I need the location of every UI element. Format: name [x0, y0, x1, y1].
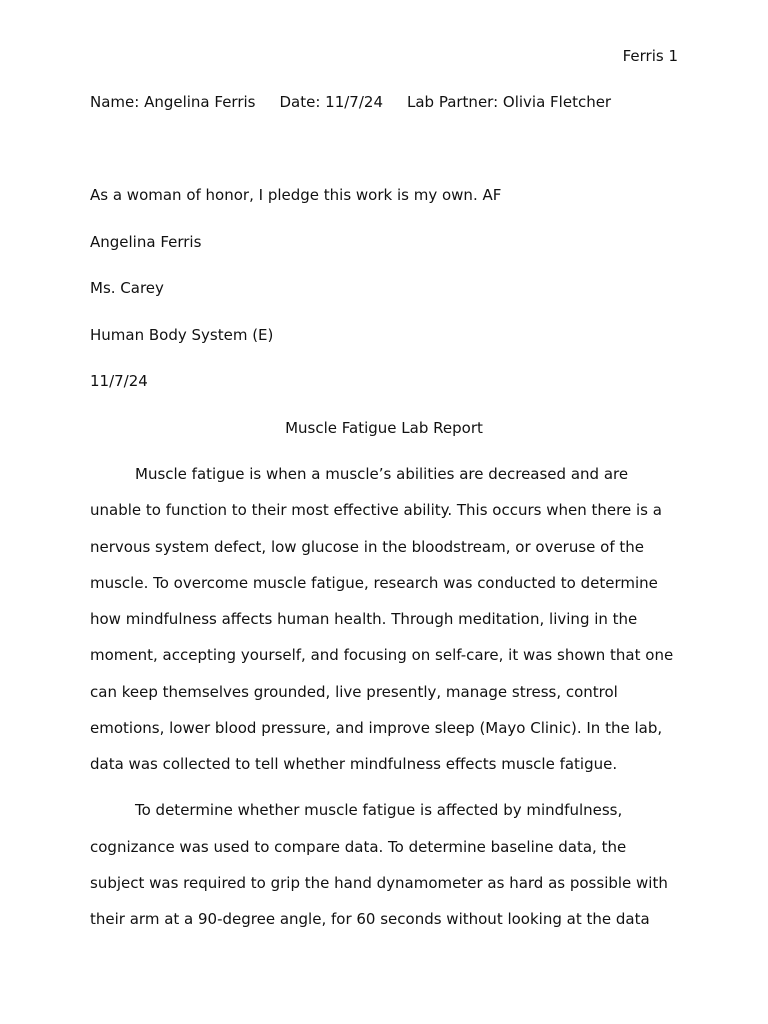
student-line: Angelina Ferris	[90, 233, 202, 251]
paragraph-line: their arm at a 90-degree angle, for 60 seconds without looking at the data	[90, 910, 650, 928]
teacher-line: Ms. Carey	[90, 279, 164, 297]
paragraph-line: how mindfulness affects human health. Through meditation, living in the	[90, 610, 638, 628]
meta-line	[90, 92, 611, 112]
paragraph-line: To determine whether muscle fatigue is affected by mindfulness,	[135, 801, 623, 819]
lab-partner: Lab Partner: Olivia Fletcher	[406, 93, 612, 111]
paragraph-line: nervous system defect, low glucose in the bloodstream, or overuse of the	[90, 538, 644, 556]
paragraph-line: subject was required to grip the hand dynamometer as hard as possible with	[90, 874, 668, 892]
paragraph-line: Muscle fatigue is when a muscle’s abilities are decreased and are	[135, 465, 629, 483]
paragraph-line: muscle. To overcome muscle fatigue, research was conducted to determine	[90, 574, 658, 592]
paragraph-line: emotions, lower blood pressure, and improve sleep (Mayo Clinic). In the lab,	[90, 719, 663, 737]
report-title: Muscle Fatigue Lab Report	[285, 419, 483, 437]
paragraph-line: can keep themselves grounded, live presently, manage stress, control	[90, 683, 618, 701]
date-line: 11/7/24	[90, 372, 148, 390]
honor-pledge: As a woman of honor, I pledge this work is my own. AF	[90, 186, 502, 204]
page-header-label: Ferris 1	[622, 47, 678, 65]
paragraph-line: unable to function to their most effective ability. This occurs when there is a	[90, 501, 662, 519]
paragraph-line: data was collected to tell whether mindfulness effects muscle fatigue.	[90, 755, 618, 773]
course-line: Human Body System (E)	[90, 326, 274, 344]
paragraph-line: moment, accepting yourself, and focusing on self-care, it was shown that one	[90, 646, 674, 664]
student-name: Name: Angelina Ferris	[90, 93, 256, 111]
paragraph-line: cognizance was used to compare data. To determine baseline data, the	[90, 838, 627, 856]
report-date: Date: 11/7/24	[279, 93, 383, 111]
